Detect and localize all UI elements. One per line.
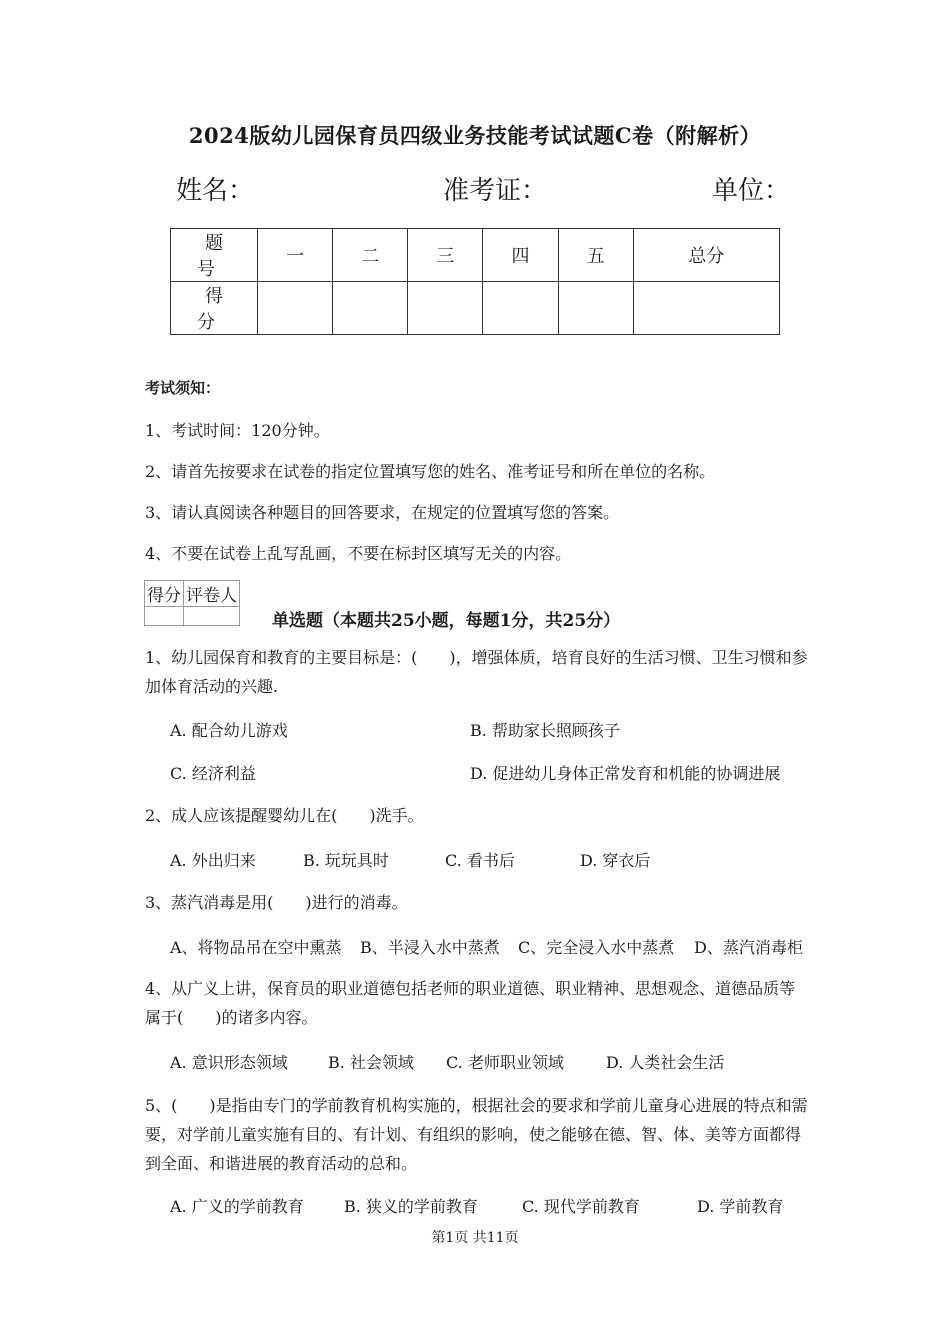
option-b: B. 社会领域 bbox=[328, 1053, 414, 1072]
question-text: 3、蒸汽消毒是用( )进行的消毒。 bbox=[145, 893, 408, 912]
score-cell bbox=[333, 282, 408, 335]
option-a: A. 广义的学前教育 bbox=[170, 1197, 304, 1216]
score-table-header-cell: 题 号 bbox=[171, 229, 258, 282]
score-table-header-cell: 二 bbox=[333, 229, 408, 282]
option-c: C. 现代学前教育 bbox=[522, 1197, 640, 1216]
page-footer: 第1页 共11页 bbox=[431, 1230, 519, 1246]
option-a: A. 意识形态领域 bbox=[170, 1053, 288, 1072]
score-row-label: 得 分 bbox=[171, 282, 258, 335]
score-table-header-cell: 总分 bbox=[633, 229, 779, 282]
question-text: 5、( )是指由专门的学前教育机构实施的，根据社会的要求和学前儿童身心进展的特点和需要，对学前儿童实施有目的、有计划、有组织的影响，使之能够在德、智、体、美等方面都得到全面、和谐进展的教育活动的总和。 bbox=[145, 1096, 808, 1173]
score-table-header-cell: 一 bbox=[258, 229, 333, 282]
question-text: 4、从广义上讲，保育员的职业道德包括老师的职业道德、职业精神、思想观念、道德品质等属于( )的诸多内容。 bbox=[145, 979, 796, 1027]
notice-item: 2、请首先按要求在试卷的指定位置填写您的姓名、准考证号和所在单位的名称。 bbox=[145, 462, 716, 481]
section-heading: 单选题（本题共25小题，每题1分，共25分） bbox=[272, 611, 621, 631]
option-c: C. 老师职业领域 bbox=[446, 1053, 564, 1072]
option-d: D、蒸汽消毒柜 bbox=[694, 938, 803, 957]
score-cell bbox=[483, 282, 558, 335]
option-b: B、半浸入水中蒸煮 bbox=[360, 938, 500, 957]
score-table-score-row bbox=[171, 282, 780, 335]
option-d: D. 促进幼儿身体正常发育和机能的协调进展 bbox=[470, 764, 781, 783]
score-cell bbox=[558, 282, 633, 335]
score-table-header-cell: 五 bbox=[558, 229, 633, 282]
score-table-header-cell: 三 bbox=[408, 229, 483, 282]
option-c: C、完全浸入水中蒸煮 bbox=[518, 938, 675, 957]
option-d: D. 穿衣后 bbox=[580, 851, 651, 870]
option-c: C. 经济利益 bbox=[170, 764, 256, 783]
option-d: D. 人类社会生活 bbox=[606, 1053, 725, 1072]
grader-table bbox=[144, 580, 240, 626]
notice-item: 4、不要在试卷上乱写乱画，不要在标封区填写无关的内容。 bbox=[145, 544, 572, 563]
grader-score-cell bbox=[145, 607, 184, 626]
score-table-header-cell: 四 bbox=[483, 229, 558, 282]
name-field-label: 姓名： bbox=[176, 176, 255, 206]
page-title: 2024版幼儿园保育员四级业务技能考试试题C卷（附解析） bbox=[188, 123, 762, 148]
score-cell bbox=[633, 282, 779, 335]
unit-field-label: 单位： bbox=[712, 176, 791, 206]
exam-id-field-label: 准考证： bbox=[443, 176, 548, 206]
option-b: B. 帮助家长照顾孩子 bbox=[470, 721, 620, 740]
notice-item: 3、请认真阅读各种题目的回答要求，在规定的位置填写您的答案。 bbox=[145, 503, 620, 522]
question-text: 1、幼儿园保育和教育的主要目标是：( )，增强体质，培育良好的生活习惯、卫生习惯和参加体育活动的兴趣. bbox=[145, 648, 808, 696]
option-c: C. 看书后 bbox=[445, 851, 515, 870]
option-a: A. 配合幼儿游戏 bbox=[170, 721, 288, 740]
notice-item: 1、考试时间：120分钟。 bbox=[145, 421, 330, 440]
option-a: A、将物品吊在空中熏蒸 bbox=[170, 938, 342, 957]
notice-heading: 考试须知： bbox=[145, 379, 221, 397]
score-table-header-row bbox=[171, 229, 780, 282]
grader-score-label: 得分 bbox=[145, 581, 184, 607]
option-b: B. 玩玩具时 bbox=[303, 851, 389, 870]
grader-reviewer-label: 评卷人 bbox=[184, 581, 240, 607]
option-b: B. 狭义的学前教育 bbox=[344, 1197, 478, 1216]
option-a: A. 外出归来 bbox=[170, 851, 256, 870]
option-d: D. 学前教育 bbox=[697, 1197, 784, 1216]
score-cell bbox=[408, 282, 483, 335]
question-text: 2、成人应该提醒婴幼儿在( )洗手。 bbox=[145, 806, 424, 825]
grader-reviewer-cell bbox=[184, 607, 240, 626]
score-table bbox=[170, 228, 780, 335]
